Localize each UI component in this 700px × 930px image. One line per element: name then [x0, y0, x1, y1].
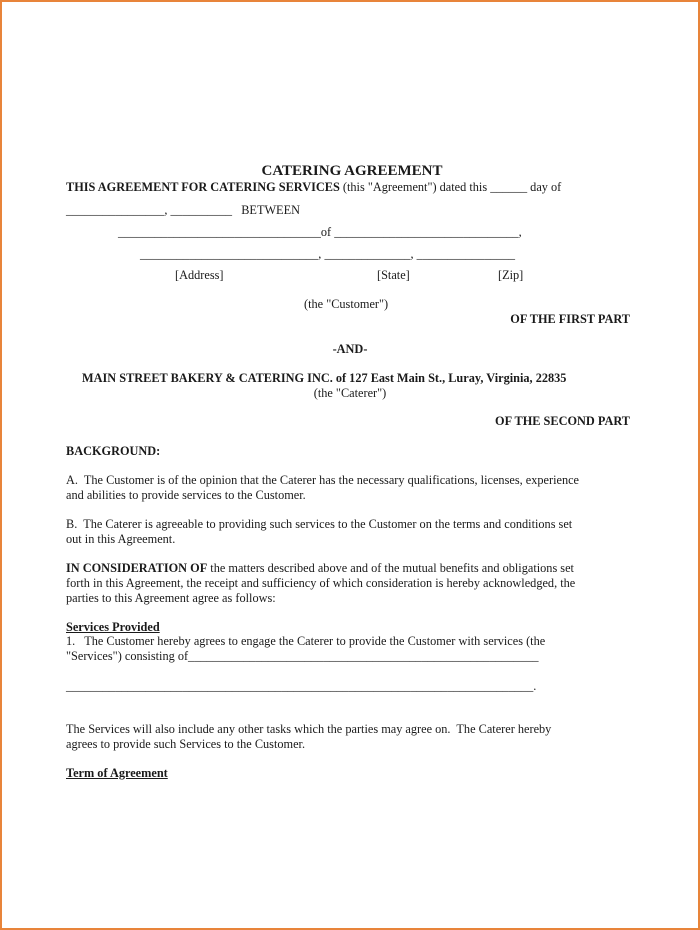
- services-heading: Services Provided: [66, 620, 160, 634]
- and-separator: -AND-: [332, 342, 368, 356]
- background-a-line-2: and abilities to provide services to the Customer.: [66, 488, 306, 502]
- background-a-line-1: A. The Customer is of the opinion that the Caterer has the necessary qualifications, licenses, experience: [66, 473, 580, 487]
- state-label: [State]: [377, 268, 410, 282]
- intro-line-1: [66, 180, 561, 195]
- first-part-label: OF THE FIRST PART: [510, 312, 630, 326]
- zip-label: [Zip]: [498, 268, 524, 282]
- intro-rest: (this "Agreement") dated this ______ day of: [339, 180, 562, 194]
- background-heading: BACKGROUND:: [66, 444, 161, 458]
- consideration-line-1: [66, 561, 574, 576]
- customer-name-line: _________________________________of ______________________________,: [118, 225, 522, 239]
- term-heading: Term of Agreement: [66, 766, 168, 780]
- services-extra-line-2: agrees to provide such Services to the Customer.: [66, 737, 306, 751]
- customer-tag: (the "Customer"): [304, 297, 389, 311]
- caterer-name-line: MAIN STREET BAKERY & CATERING INC. of 127 East Main St., Luray, Virginia, 22835: [82, 371, 567, 385]
- document-title: [2, 134, 698, 209]
- services-item-1-line-2: "Services") consisting of_________________________________________________________: [66, 649, 539, 663]
- consideration-line-3: parties to this Agreement agree as follows:: [66, 591, 276, 605]
- address-label: [Address]: [175, 268, 224, 282]
- services-item-1-line-1: 1. The Customer hereby agrees to engage the Caterer to provide the Customer with services (the: [66, 634, 546, 648]
- second-part-label: OF THE SECOND PART: [495, 414, 630, 428]
- background-b-line-1: B. The Caterer is agreeable to providing such services to the Customer on the terms and conditions set: [66, 517, 573, 531]
- consideration-line-2: forth in this Agreement, the receipt and sufficiency of which consideration is hereby acknowledged, the: [66, 576, 576, 590]
- title-text: CATERING AGREEMENT: [261, 163, 443, 179]
- caterer-tag: (the "Caterer"): [313, 386, 387, 400]
- services-extra-line-1: The Services will also include any other tasks which the parties may agree on. The Caterer hereby: [66, 722, 552, 736]
- background-b-line-2: out in this Agreement.: [66, 532, 176, 546]
- intro-line-2: ________________, __________ BETWEEN: [66, 203, 300, 217]
- consideration-line-1-rest: the matters described above and of the mutual benefits and obligations set: [207, 561, 574, 575]
- intro-bold-lead: THIS AGREEMENT FOR CATERING SERVICES: [66, 180, 340, 194]
- customer-address-line: _____________________________, ______________, ________________: [140, 247, 516, 261]
- services-blank-line: ____________________________________________________________________________.: [66, 679, 537, 693]
- consideration-bold-lead: IN CONSIDERATION OF: [66, 561, 208, 575]
